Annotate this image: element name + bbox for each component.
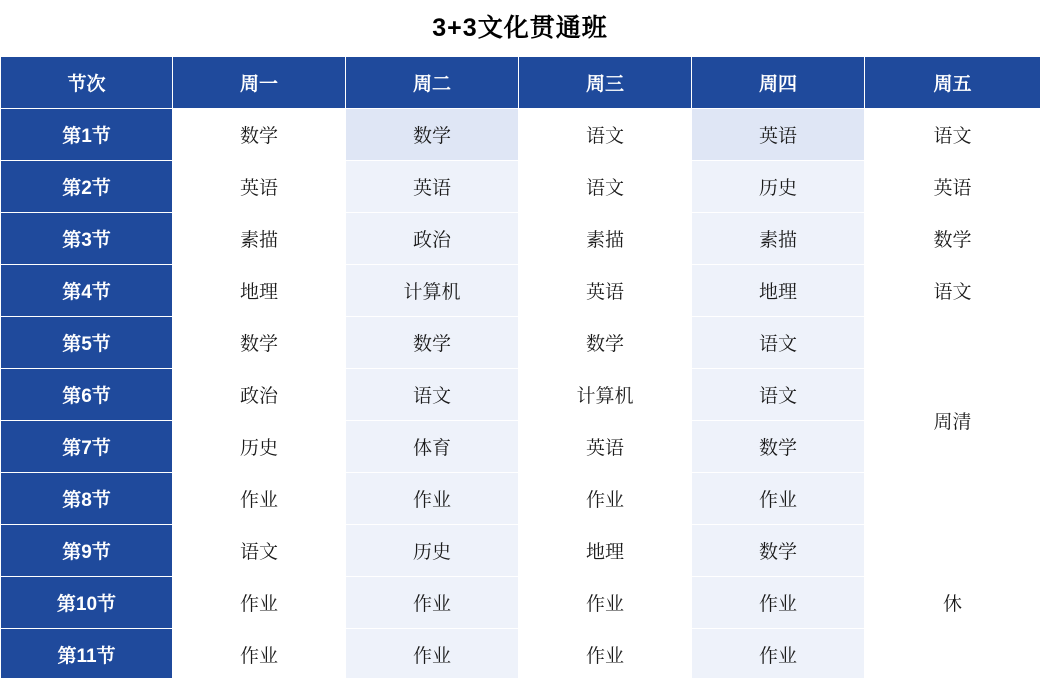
period-label: 第9节 <box>1 525 173 577</box>
bottom-spacer <box>0 678 1040 684</box>
class-cell: 作业 <box>519 577 692 629</box>
class-cell: 作业 <box>692 577 865 629</box>
period-label: 第4节 <box>1 265 173 317</box>
table-row <box>1 525 1040 577</box>
class-cell: 历史 <box>173 421 346 473</box>
period-label: 第1节 <box>1 109 173 161</box>
class-cell: 数学 <box>692 421 865 473</box>
class-cell: 作业 <box>692 473 865 525</box>
class-cell: 英语 <box>519 421 692 473</box>
class-cell: 数学 <box>346 317 519 369</box>
period-label: 第3节 <box>1 213 173 265</box>
table-row <box>1 213 1040 265</box>
class-cell: 数学 <box>173 317 346 369</box>
table-row <box>1 317 1040 369</box>
class-cell: 作业 <box>692 629 865 681</box>
class-cell: 英语 <box>173 161 346 213</box>
column-header-monday: 周一 <box>173 57 346 109</box>
class-cell: 语文 <box>865 265 1040 317</box>
class-cell: 作业 <box>519 629 692 681</box>
class-cell: 计算机 <box>346 265 519 317</box>
schedule-table <box>0 56 1040 681</box>
page-title: 3+3文化贯通班 <box>432 14 608 42</box>
table-header-row <box>1 57 1040 109</box>
period-label: 第11节 <box>1 629 173 681</box>
class-cell: 政治 <box>346 213 519 265</box>
merged-cell-friday-rest: 休 <box>865 525 1040 681</box>
class-cell: 数学 <box>692 525 865 577</box>
class-cell: 历史 <box>346 525 519 577</box>
class-cell: 历史 <box>692 161 865 213</box>
class-cell: 政治 <box>173 369 346 421</box>
class-cell: 体育 <box>346 421 519 473</box>
class-cell: 作业 <box>346 629 519 681</box>
period-label: 第2节 <box>1 161 173 213</box>
column-header-friday: 周五 <box>865 57 1040 109</box>
class-cell: 素描 <box>173 213 346 265</box>
class-cell: 计算机 <box>519 369 692 421</box>
class-cell: 数学 <box>865 213 1040 265</box>
class-cell: 语文 <box>519 109 692 161</box>
period-label: 第5节 <box>1 317 173 369</box>
class-cell: 数学 <box>173 109 346 161</box>
class-cell: 英语 <box>519 265 692 317</box>
table-row <box>1 161 1040 213</box>
class-cell: 语文 <box>692 369 865 421</box>
class-cell: 素描 <box>519 213 692 265</box>
table-row <box>1 265 1040 317</box>
class-cell: 语文 <box>865 109 1040 161</box>
class-cell: 作业 <box>346 473 519 525</box>
class-cell: 语文 <box>346 369 519 421</box>
class-cell: 英语 <box>346 161 519 213</box>
merged-cell-friday-zhouqing: 周清 <box>865 317 1040 525</box>
class-cell: 作业 <box>346 577 519 629</box>
column-header-period: 节次 <box>1 57 173 109</box>
column-header-wednesday: 周三 <box>519 57 692 109</box>
period-label: 第8节 <box>1 473 173 525</box>
table-row <box>1 109 1040 161</box>
period-label: 第6节 <box>1 369 173 421</box>
class-cell: 数学 <box>346 109 519 161</box>
class-cell: 语文 <box>692 317 865 369</box>
class-cell: 地理 <box>519 525 692 577</box>
class-cell: 作业 <box>173 629 346 681</box>
period-label: 第10节 <box>1 577 173 629</box>
class-cell: 地理 <box>173 265 346 317</box>
class-cell: 作业 <box>173 473 346 525</box>
class-cell: 数学 <box>519 317 692 369</box>
column-header-thursday: 周四 <box>692 57 865 109</box>
column-header-tuesday: 周二 <box>346 57 519 109</box>
class-cell: 作业 <box>173 577 346 629</box>
class-cell: 英语 <box>692 109 865 161</box>
period-label: 第7节 <box>1 421 173 473</box>
class-cell: 作业 <box>519 473 692 525</box>
class-cell: 素描 <box>692 213 865 265</box>
class-cell: 英语 <box>865 161 1040 213</box>
class-cell: 地理 <box>692 265 865 317</box>
class-cell: 语文 <box>519 161 692 213</box>
class-cell: 语文 <box>173 525 346 577</box>
